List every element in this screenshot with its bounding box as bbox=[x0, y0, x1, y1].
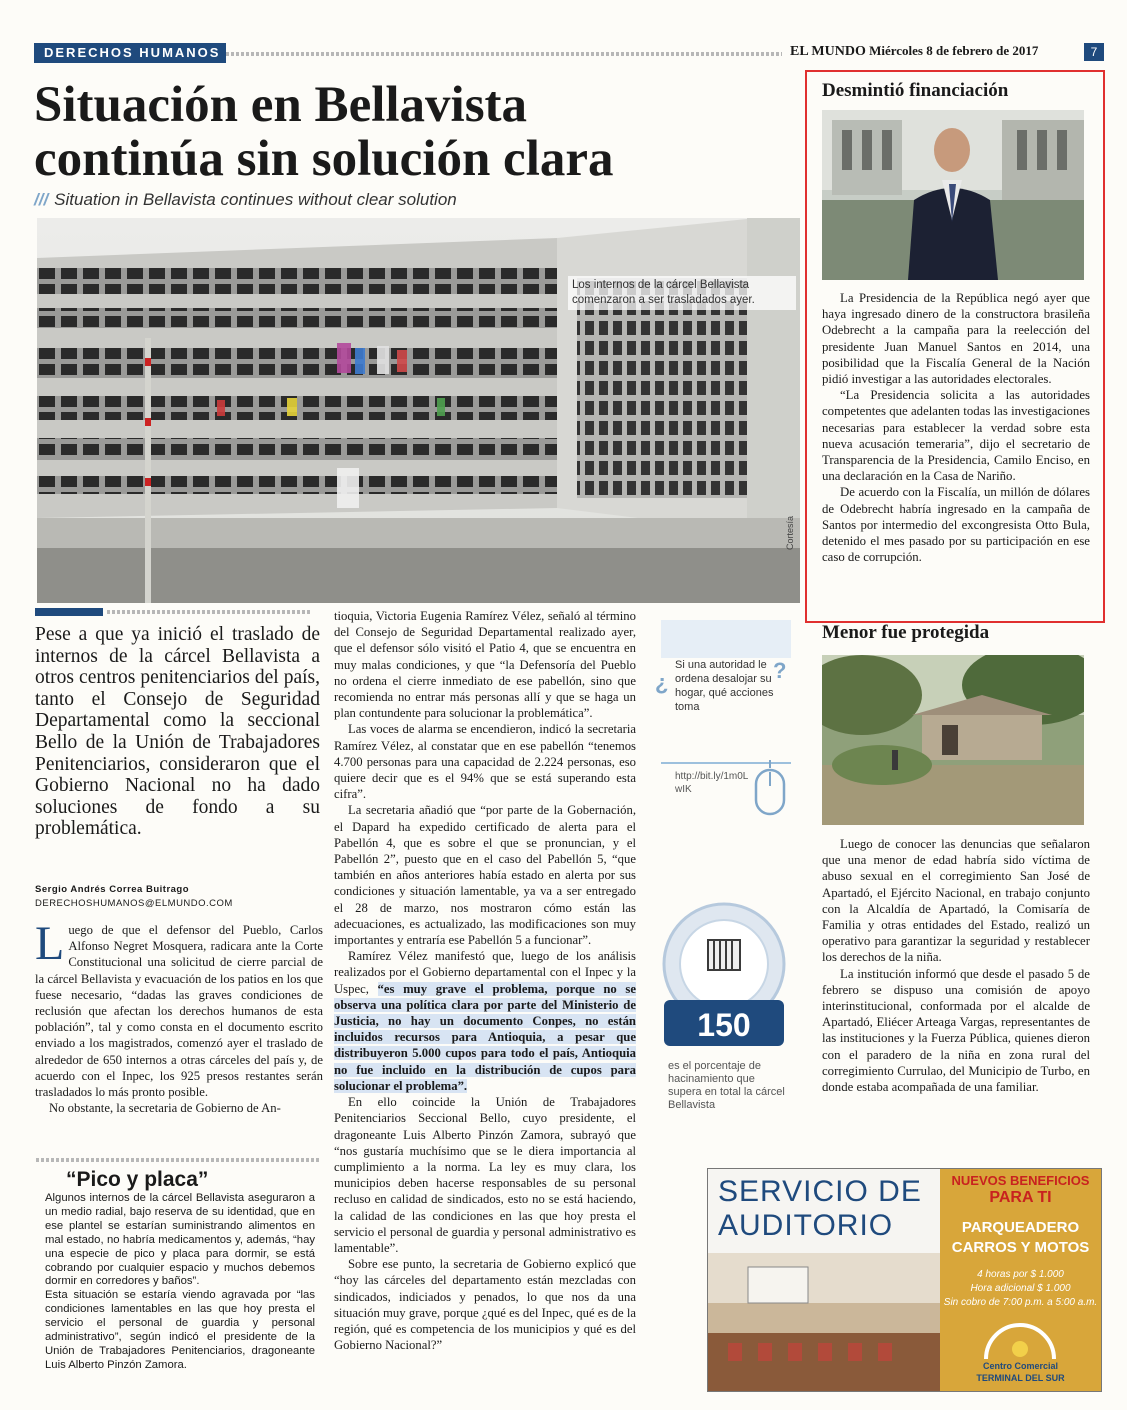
paper-name: EL MUNDO bbox=[790, 44, 866, 59]
paragraph: “La Presidencia solicita a las autoridades competentes que adelanten todas las investigaciones necesarias para establecer la verdad sobre esta nueva acusación temeraria”, dijo el secretario de Transparencia de la Presidencia, Camilo Enciso, en una declaración en la Casa de Nariño. bbox=[822, 388, 1090, 484]
question-open-icon: ¿ bbox=[655, 670, 669, 695]
paragraph: Las voces de alarma se encendieron, indicó la secretaria Ramírez Vélez, al constatar que en ese pabellón “tenemos 4.700 personas para una capacidad de 2.224 personas, eso quiere decir que es el 94% que se está superando esta cifra”. bbox=[334, 722, 636, 802]
auditorium-photo bbox=[708, 1253, 940, 1391]
ad-brand-1: Centro Comercial bbox=[982, 1361, 1059, 1371]
box1-title: Desmintió financiación bbox=[822, 80, 1009, 101]
box2-title: Menor fue protegida bbox=[822, 622, 990, 643]
subheadline bbox=[34, 190, 794, 210]
byline: Sergio Andrés Correa Buitrago bbox=[35, 884, 190, 895]
column-1 bbox=[35, 917, 323, 1116]
masthead bbox=[790, 43, 1080, 65]
stat-description: es el porcentaje de hacinamiento que supera en total la cárcel Bellavista bbox=[668, 1060, 785, 1111]
ad-brand-2: TERMINAL DEL SUR bbox=[976, 1373, 1065, 1383]
ad-line-2: AUDITORIO bbox=[718, 1209, 894, 1242]
paragraph: tioquia, Victoria Eugenia Ramírez Vélez, señaló al término del Consejo de Seguridad Departamental realizado ayer, que el defensor sólo visitó el Patio 4, que se encuentra en muy malas condiciones, y que “la Defensoría del Pueblo no ordena el cierre inmediato de ese pabellón, sino que recomienda no entrar más personas allí y que se haga un plan contundente para solucionar la problemática”. bbox=[334, 609, 636, 721]
drop-cap: L bbox=[35, 917, 65, 970]
box1-body bbox=[822, 290, 1090, 565]
headline-line-2: continúa sin solución clara bbox=[34, 131, 614, 187]
page-number: 7 bbox=[1084, 43, 1104, 61]
ad-line-1: SERVICIO DE bbox=[718, 1175, 922, 1208]
rural-photo bbox=[822, 655, 1084, 825]
ad-price-2: Hora adicional $ 1.000 bbox=[970, 1283, 1071, 1294]
qr-url[interactable]: http://bit.ly/1m0LwIK bbox=[675, 771, 749, 795]
paragraph bbox=[334, 948, 636, 1094]
paragraph: Sobre ese punto, la secretaria de Gobierno explicó que “hoy las cárceles del departamento están mezcladas con sindicados, indiciados y penados, lo que nos da una situación muy grave, porque ¿qué es del Inpec, qué es de la región, qué es competencia de los municipios y qué es del Gobierno Nacional?” bbox=[334, 1257, 636, 1353]
stat-value: 150 bbox=[697, 1007, 751, 1043]
lead-rule bbox=[107, 610, 312, 614]
paragraph-text: Ramírez Vélez manifestó que, luego de los análisis realizados por el Gobierno departamental con el Inpec y la Uspec, bbox=[334, 949, 636, 996]
slashes-icon: /// bbox=[34, 190, 49, 209]
paragraph: Algunos internos de la cárcel Bellavista aseguraron a un medio radial, bajo reserva de su identidad, que en ese plantel se estarían suministrando alimentos en mal estado, no habría medicamentos y, además, “hay una especie de pico y placa para dormir, se está cobrando por cualquier espacio y muchos debemos dormir en corredores y baños”. bbox=[45, 1192, 315, 1288]
highlighted-quote: “es muy grave el problema, porque no se observa una política clara por parte del Ministerio de Justicia, no hay un documento Conpes, no están incluidos recursos para Antioquia, a pesar que distribuyeron 5.000 cupos para todo el país, Antioquia no fue incluido en la distribución de cupos para solucionar el problema”. bbox=[334, 981, 636, 1093]
question-close-icon: ? bbox=[773, 658, 787, 683]
issue-date: Miércoles 8 de febrero de 2017 bbox=[869, 43, 1039, 58]
ad-left bbox=[708, 1169, 940, 1391]
photo-credit: Cortesía bbox=[785, 515, 795, 550]
pico-box bbox=[45, 1192, 315, 1373]
subheadline-text: Situation in Bellavista continues without clear solution bbox=[54, 190, 457, 209]
paragraph: La secretaria añadió que “por parte de la Gobernación, el Dapard ha expedido certificado de alerta para el Pabellón 4, que es sobre el que se pronuncian, y el Pabellón 2”, puesto que en el caso del Pabellón 5, “que también en años anteriores había estado en alerta por sus condiciones y situación lamentable, ya va a ser entregado el 28 de marzo, nos mostraron cómo están las adecuaciones, es actualizado, las modificaciones son muy importantes y entraría ese Pabellón 5 a funcionar”. bbox=[334, 803, 636, 948]
paragraph: No obstante, la secretaria de Gobierno de An- bbox=[49, 1101, 281, 1116]
paragraph: La institución informó que desde el pasado 5 de febrero se dispuso una comisión de apoyo interinstitucional, conformada por el alcalde de Apartadó, Eliécer Arteaga Vargas, representantes de las instituciones y la Fuerza Pública, quienes dieron con el paradero de la niña en zona rural del corregimiento Currulao, del Municipio de Turbo, en donde estaba acompañada de una familiar. bbox=[822, 966, 1090, 1095]
ad-price-1: 4 horas por $ 1.000 bbox=[977, 1269, 1064, 1280]
headline bbox=[34, 78, 794, 186]
ad-right bbox=[940, 1169, 1101, 1391]
ad-price-3: Sin cobro de 7:00 p.m. a 5:00 a.m. bbox=[943, 1297, 1098, 1308]
advertisement[interactable] bbox=[707, 1168, 1102, 1392]
byline-email[interactable]: DERECHOSHUMANOS@ELMUNDO.COM bbox=[35, 898, 233, 909]
column-2 bbox=[334, 608, 636, 1353]
section-rule bbox=[226, 52, 782, 56]
photo-caption: Los internos de la cárcel Bellavista comenzaron a ser trasladados ayer. bbox=[568, 276, 796, 310]
ad-promo-1: NUEVOS BENEFICIOS bbox=[951, 1173, 1090, 1188]
paragraph: Luego de conocer las denuncias que señalaron que una menor de edad habría sido víctima de abuso sexual en el corregimiento San José de Apartadó, el Ejército Nacional, en trabajo conjunto con la Alcaldía de Apartadó, la Comisaría de Familia y otras entidades del Estado, realizó un operativo para garantizar la seguridad y restablecer los derechos de la niña. bbox=[822, 837, 1090, 965]
section-tag: DERECHOS HUMANOS bbox=[34, 43, 226, 63]
paragraph bbox=[35, 917, 323, 1100]
stat-badge bbox=[660, 900, 788, 1060]
paragraph: En ello coincide la Unión de Trabajadores Penitenciarios Seccional Bello, cuyo presidente, el dragoneante Luis Alberto Pinzón Zamora, subrayó que “nos gustaría muchísimo que se le diera importancia al cumplimiento a la norma. La ley es muy clara, los municipios deben hacerse responsables de su personal recluso en calidad de sindicados, esto no se está haciendo, la calidad de las condiciones en las que hoy presta el servicio el personal de guardia y personal administrativo es lamentable”. bbox=[334, 1095, 636, 1255]
pico-rule bbox=[36, 1158, 320, 1162]
paragraph: De acuerdo con la Fiscalía, un millón de dólares de Odebrecht habría ingresado en la campaña de Santos por intermedio del excongresista Otto Bula, detenido el mes pasado por su participación en ese caso de corrupción. bbox=[822, 485, 1090, 565]
paragraph-text: uego de que el defensor del Pueblo, Carlos Alfonso Negret Mosquera, radicara ante la Corte Constitucional una solicitud de cierre parcial de la cárcel Bellavista y evacuación de los patios en los que fuese necesario, “dadas las graves condiciones de reclusión que afectan los derechos humanos de esta población”, tal y como consta en el documento escrito enviado a los magistrados, comenzó ayer el traslado de alrededor de 650 internos a otras cárceles del país y, de acuerdo con el Inpec, los 925 presos restantes serán trasladados lo más pronto posible. bbox=[35, 923, 323, 1100]
box2-body bbox=[822, 836, 1090, 1095]
question-box bbox=[655, 658, 789, 714]
headline-line-1: Situación en Bellavista bbox=[34, 77, 528, 133]
ad-promo-2: PARA TI bbox=[989, 1189, 1052, 1206]
pico-title: “Pico y placa” bbox=[66, 1168, 209, 1191]
lead-bar bbox=[35, 608, 103, 616]
article-lead: Pese a que ya inició el traslado de internos de la cárcel Bellavista a otros centros penitenciarios del país, tanto el Consejo de Seguridad Departamental como la seccional Bello de la Unión de Trabajadores Penitenciarios, consideraron que el Gobierno Nacional no ha dado soluciones de fondo a su problemática. bbox=[35, 624, 320, 840]
question-text: Si una autoridad le ordena desalojar su hogar, qué acciones toma bbox=[675, 659, 774, 713]
mall-logo-icon bbox=[980, 1319, 1060, 1359]
sidebar-band bbox=[661, 620, 791, 658]
official-photo bbox=[822, 110, 1084, 280]
ad-offer-2: CARROS Y MOTOS bbox=[951, 1239, 1090, 1256]
paragraph: La Presidencia de la República negó ayer que haya ingresado dinero de la constructora brasileña Odebrecht a la campaña para la reelección del presidente Juan Manuel Santos en 2014, una posibilidad que la Fiscalía General de la Nación pidió investigar a las autoridades electorales. bbox=[822, 291, 1090, 387]
ad-offer-1: PARQUEADERO bbox=[961, 1219, 1080, 1236]
paragraph: Esta situación se estaría viendo agravada por “las condiciones lamentables en las que hoy presta el servicio el personal de guardia y personal administrativo”, según indicó el presidente de la Unión de Trabajadores Penitenciarios, dragoneante Luis Alberto Pinzón Zamora. bbox=[45, 1289, 315, 1371]
mouse-icon bbox=[752, 760, 788, 816]
